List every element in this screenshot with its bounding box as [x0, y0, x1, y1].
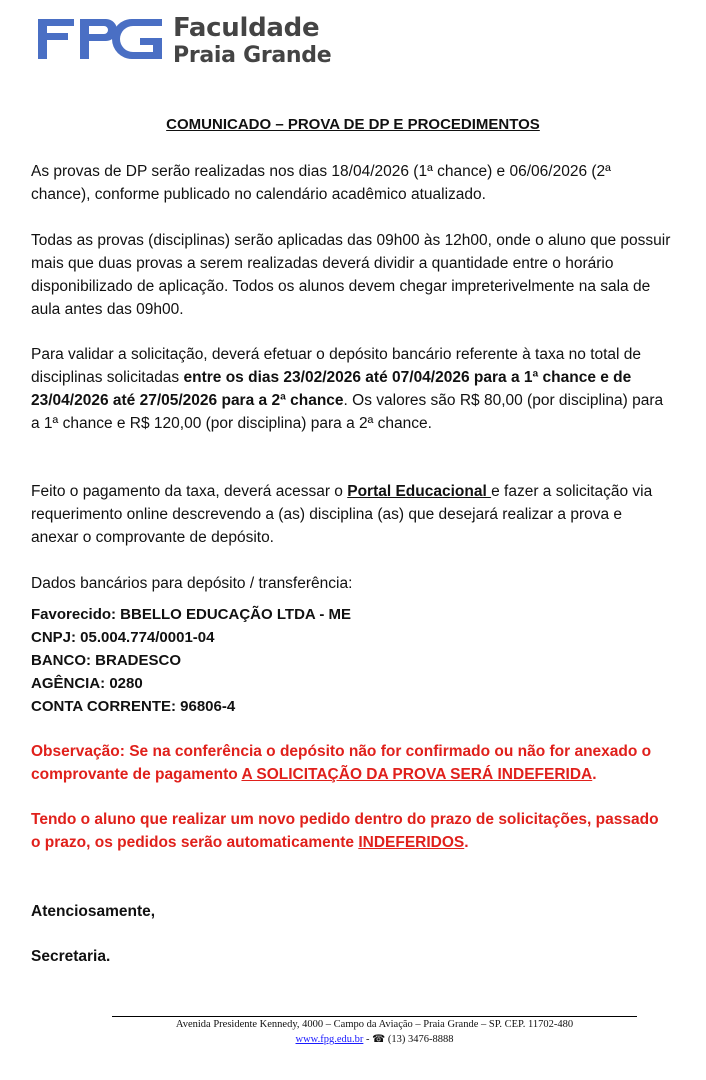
footer-phone: (13) 3476-8888 — [387, 1034, 454, 1045]
portal-text-a: Feito o pagamento da taxa, deverá acessar o — [31, 483, 348, 500]
bank-banco: BANCO: BRADESCO — [31, 652, 181, 669]
observation-indeferida: A SOLICITAÇÃO DA PROVA SERÁ INDEFERIDA — [241, 766, 593, 783]
signature: Secretaria. — [31, 948, 111, 965]
paragraph-exam-dates: As provas de DP serão realizadas nos dias 18/04/2026 (1ª chance) e 06/06/2026 (2ª chance), conforme publicado no calendário acadêmico atualizado. — [31, 163, 611, 203]
deadline-text-c: . — [464, 834, 469, 851]
footer-separator: - — [363, 1034, 373, 1045]
payment-deadline-bold: entre os dias 23/02/2026 até 07/04/2026 para a 1ª chance e de 23/04/2026 até 27/05/2026 para a 2ª chance — [31, 369, 632, 409]
observation-text-a: Observação: Se na conferência o depósito não for confirmado ou não for anexado o comprovante de pagamento — [31, 743, 652, 783]
paragraph-exam-schedule: Todas as provas (disciplinas) serão aplicadas das 09h00 às 12h00, onde o aluno que possuir mais que duas provas a serem realizadas deverá dividir a quantidade entre o horário disponibilizado de aplicação. Todos os alunos devem chegar impreterivelmente na sala de aula antes das 09h00. — [31, 232, 671, 318]
fpg-logo-mark — [36, 16, 168, 62]
bank-details-heading: Dados bancários para depósito / transferência: — [31, 575, 353, 592]
bank-agencia: AGÊNCIA: 0280 — [31, 675, 143, 692]
paragraph-portal — [31, 480, 671, 549]
payment-text-c: . Os valores são R$ 80,00 (por disciplina) para a 1ª chance e R$ 120,00 (por disciplina) para a 2ª chance. — [31, 392, 664, 432]
footer-address: Avenida Presidente Kennedy, 4000 – Campo da Aviação – Praia Grande – SP. CEP. 11702-480 — [175, 1019, 574, 1030]
footer-contact — [112, 1033, 637, 1045]
observation-text-c: . — [592, 766, 597, 783]
closing-salutation: Atenciosamente, — [31, 903, 156, 920]
portal-text-b: e fazer a solicitação via requerimento online descrevendo a (as) disciplina (as) que desejará realizar a prova e anexar o comprovante de depósito. — [31, 483, 653, 546]
deadline-indeferidos: INDEFERIDOS — [358, 834, 465, 851]
logo-line-2: Praia Grande — [173, 43, 332, 68]
payment-text-a: Para validar a solicitação, deverá efetuar o depósito bancário referente à taxa no total de disciplinas solicitadas — [31, 346, 642, 386]
bank-favorecido: Favorecido: BBELLO EDUCAÇÃO LTDA - ME — [31, 606, 352, 623]
observation-warning — [31, 740, 671, 786]
footer-website-link[interactable]: www.fpg.edu.br — [295, 1034, 364, 1045]
logo-line-1: Faculdade — [173, 13, 320, 43]
paragraph-payment — [31, 343, 671, 435]
footer-divider — [112, 1016, 637, 1017]
institution-logo — [36, 14, 336, 76]
portal-educacional-link[interactable]: Portal Educacional — [347, 483, 492, 500]
telephone-icon: ☎ — [372, 1034, 386, 1045]
bank-details — [31, 603, 671, 718]
bank-cnpj: CNPJ: 05.004.774/0001-04 — [31, 629, 215, 646]
deadline-text-a: Tendo o aluno que realizar um novo pedido dentro do prazo de solicitações, passado o prazo, os pedidos serão automaticamente — [31, 811, 659, 851]
document-title: COMUNICADO – PROVA DE DP E PROCEDIMENTOS — [166, 116, 540, 133]
bank-conta: CONTA CORRENTE: 96806-4 — [31, 698, 236, 715]
logo-wordmark — [173, 14, 331, 70]
deadline-warning — [31, 808, 671, 854]
